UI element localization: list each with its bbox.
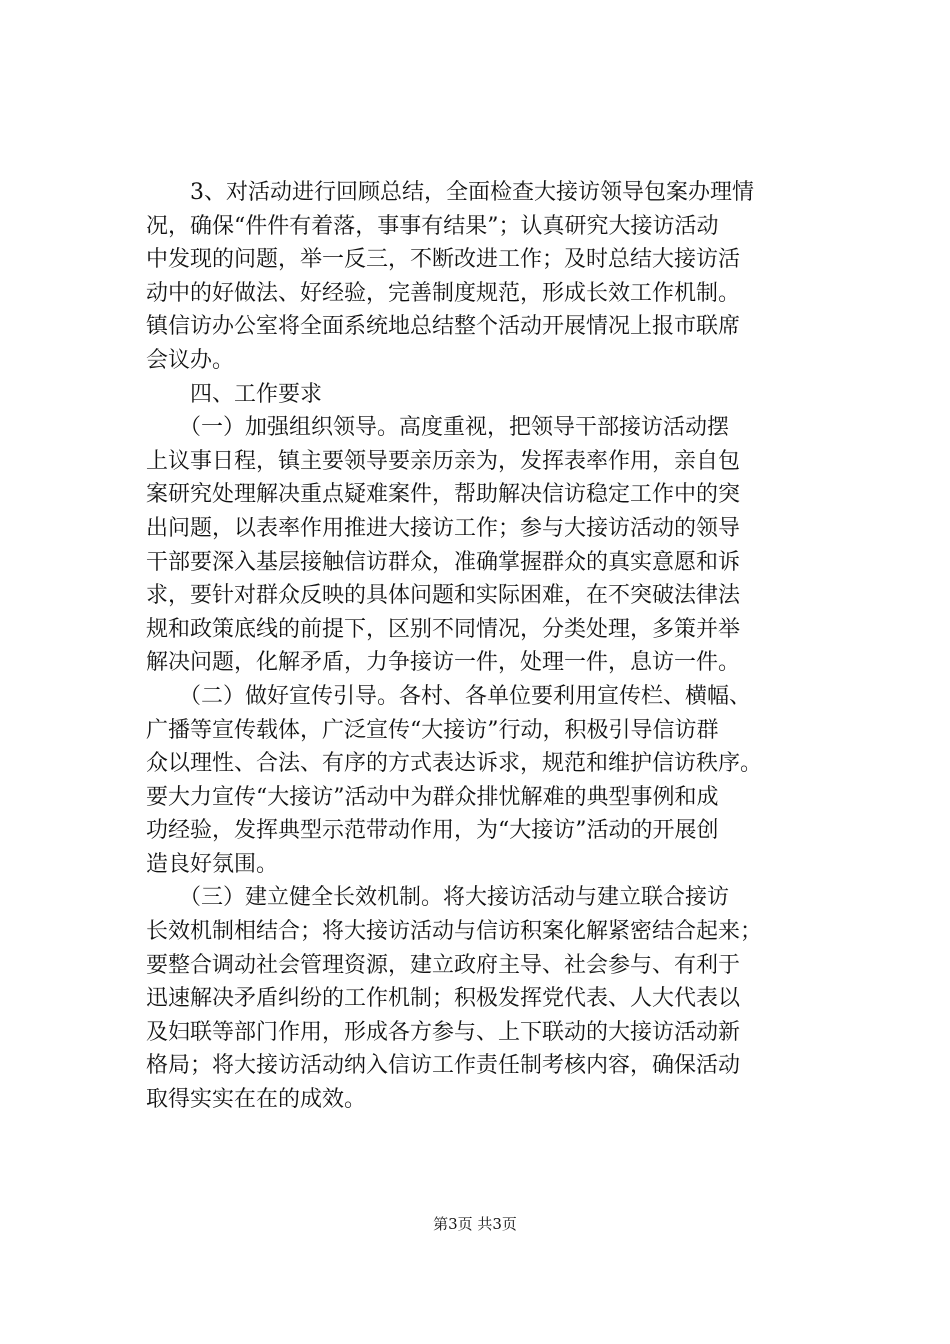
text-line: 上议事日程，镇主要领导要亲历亲为，发挥表率作用，亲自包 <box>146 448 741 474</box>
text-line: 解决问题，化解矛盾，力争接访一件，处理一件，息访一件。 <box>146 650 741 676</box>
text-line: 3、对活动进行回顾总结，全面检查大接访领导包案办理情 <box>146 180 754 205</box>
text-line: 长效机制相结合；将大接访活动与信访积案化解紧密结合起来； <box>146 919 763 945</box>
text-line: 动中的好做法、好经验，完善制度规范，形成长效工作机制。 <box>146 280 741 306</box>
document-body <box>146 176 806 1117</box>
text-line: 众以理性、合法、有序的方式表达诉求，规范和维护信访秩序。 <box>146 751 763 777</box>
text-line: 广播等宣传载体，广泛宣传“大接访”行动，积极引导信访群 <box>146 717 719 743</box>
text-line: 求，要针对群众反映的具体问题和实际困难，在不突破法律法 <box>146 583 741 609</box>
page-number-footer: 第3页 共3页 <box>433 1215 517 1233</box>
text-line: 迅速解决矛盾纠纷的工作机制；积极发挥党代表、人大代表以 <box>146 986 741 1012</box>
text-line: 功经验，发挥典型示范带动作用，为“大接访”活动的开展创 <box>146 818 719 844</box>
text-line: 及妇联等部门作用，形成各方参与、上下联动的大接访活动新 <box>146 1019 741 1045</box>
text-line: （二）做好宣传引导。各村、各单位要利用宣传栏、横幅、 <box>146 683 752 709</box>
text-line: 要大力宣传“大接访”活动中为群众排忧解难的典型事例和成 <box>146 784 719 810</box>
text-line: 中发现的问题，举一反三，不断改进工作；及时总结大接访活 <box>146 247 741 273</box>
text-line: 造良好氛围。 <box>146 851 279 877</box>
text-line: 会议办。 <box>146 347 235 373</box>
section-heading: 四、工作要求 <box>146 381 323 407</box>
text-line: 规和政策底线的前提下，区别不同情况，分类处理，多策并举 <box>146 616 741 642</box>
text-line: 案研究处理解决重点疑难案件，帮助解决信访稳定工作中的突 <box>146 482 741 508</box>
text-line: 镇信访办公室将全面系统地总结整个活动开展情况上报市联席 <box>146 314 741 340</box>
text-line: （一）加强组织领导。高度重视，把领导干部接访活动摆 <box>146 415 730 441</box>
text-line: 要整合调动社会管理资源，建立政府主导、社会参与、有利于 <box>146 952 741 978</box>
text-line: 况，确保“件件有着落，事事有结果”；认真研究大接访活动 <box>146 213 719 239</box>
text-line: 取得实实在在的成效。 <box>146 1087 367 1113</box>
text-line: 格局；将大接访活动纳入信访工作责任制考核内容，确保活动 <box>146 1053 741 1079</box>
text-line: （三）建立健全长效机制。将大接访活动与建立联合接访 <box>146 885 730 911</box>
text-line: 出问题，以表率作用推进大接访工作；参与大接访活动的领导 <box>146 515 741 541</box>
text-line: 干部要深入基层接触信访群众，准确掌握群众的真实意愿和诉 <box>146 549 741 575</box>
